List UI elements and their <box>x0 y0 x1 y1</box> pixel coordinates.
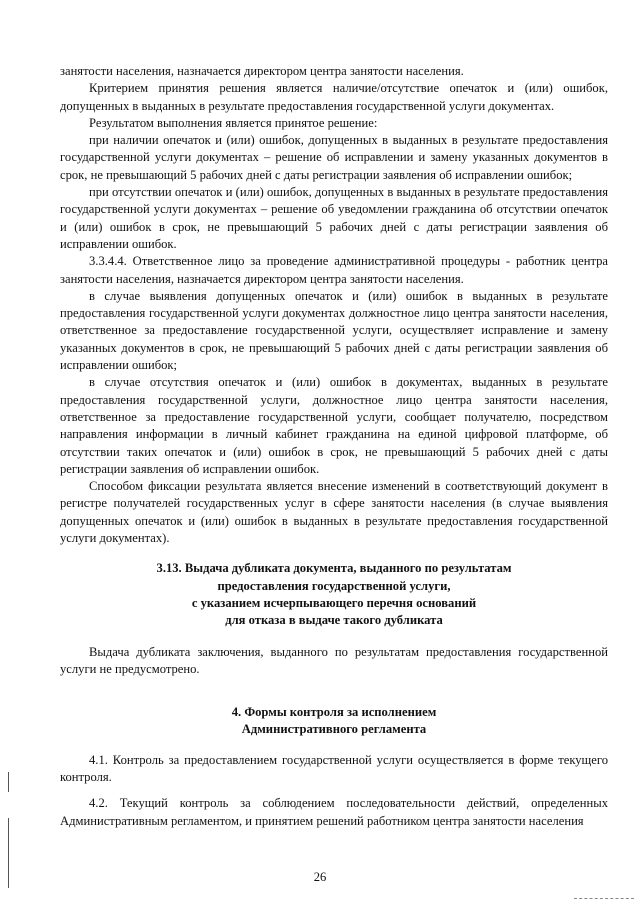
heading-line: Административного регламента <box>241 722 427 737</box>
paragraph-3-3-4-4: 3.3.4.4. Ответственное лицо за проведение административной процедуры - работник центра занятости населения, назначается директором центра занятости населения. <box>60 254 608 286</box>
heading-line: с указанием исчерпывающего перечня оснований <box>191 595 477 610</box>
heading-line: 3.13. Выдача дубликата документа, выданного по результатам <box>156 561 512 576</box>
paragraph-errors-found: в случае выявления допущенных опечаток и (или) ошибок в выданных в результате предоставления государственной услуги документах должностное лицо центра занятости населения, ответственное за предоставление государственной услуги, осуществляет исправление и замену указанных документов в срок, не превышающий 5 рабочих дней с даты регистрации заявления об исправлении ошибок; <box>60 288 608 373</box>
paragraph-duplicate: Выдача дубликата заключения, выданного по результатам предоставления государственной услуги не предусмотрено. <box>60 644 608 676</box>
scan-margin-mark <box>8 772 9 792</box>
scan-edge-mark <box>574 896 634 899</box>
scan-margin-mark <box>8 818 9 888</box>
paragraph-if-errors: при наличии опечаток и (или) ошибок, допущенных в выданных в результате предоставления государственной услуги документах – решение об исправлении и замену указанных документов в срок, не превышающий 5 рабочих дней с даты регистрации заявления об исправлении ошибок; <box>60 133 608 182</box>
paragraph-4-1: 4.1. Контроль за предоставлением государственной услуги осуществляется в форме текущего контроля. <box>60 752 608 784</box>
section-heading-3-13 <box>60 560 608 629</box>
heading-line: 4. Формы контроля за исполнением <box>231 705 437 720</box>
paragraph-result: Результатом выполнения является принятое решение: <box>89 115 378 130</box>
paragraph-4-2: 4.2. Текущий контроль за соблюдением последовательности действий, определенных Административным регламентом, и принятием решений работником центра занятости населения <box>60 796 608 828</box>
paragraph-fixation: Способом фиксации результата является внесение изменений в соответствующий документ в регистре получателей государственных услуг в сфере занятости населения (в случае выявления допущенных опечаток и (или) ошибок в выданных в результате предоставления государственной услуги документах). <box>60 479 608 546</box>
paragraph-if-no-errors: при отсутствии опечаток и (или) ошибок, допущенных в выданных в результате предоставления государственной услуги документах – решение об уведомлении гражданина об отсутствии опечаток и (или) ошибок в срок, не превышающий 5 рабочих дней с даты регистрации заявления об исправлении ошибок. <box>60 185 608 251</box>
paragraph-errors-absent: в случае отсутствия опечаток и (или) ошибок в документах, выданных в результате предоставления государственной услуги, должностное лицо центра занятости населения, ответственное за предоставление государственной услуги, сообщает получателю, посредством направления информации в личный кабинет гражданина на единой цифровой платформе, об отсутствии таких опечаток и (или) ошибок в срок, не превышающий 5 рабочих дней с даты регистрации заявления об исправлении ошибок. <box>60 375 608 476</box>
heading-line: для отказа в выдаче такого дубликата <box>225 613 443 628</box>
heading-line: предоставления государственной услуги, <box>217 578 451 593</box>
paragraph-criterion: Критерием принятия решения является наличие/отсутствие опечаток и (или) ошибок, допущенных в выданных в результате предоставления государственной услуги документах. <box>60 81 608 113</box>
section-heading-4 <box>60 704 608 739</box>
document-page <box>60 63 608 830</box>
paragraph-continuation: занятости населения, назначается директором центра занятости населения. <box>60 64 464 78</box>
page-number: 26 <box>313 870 327 884</box>
